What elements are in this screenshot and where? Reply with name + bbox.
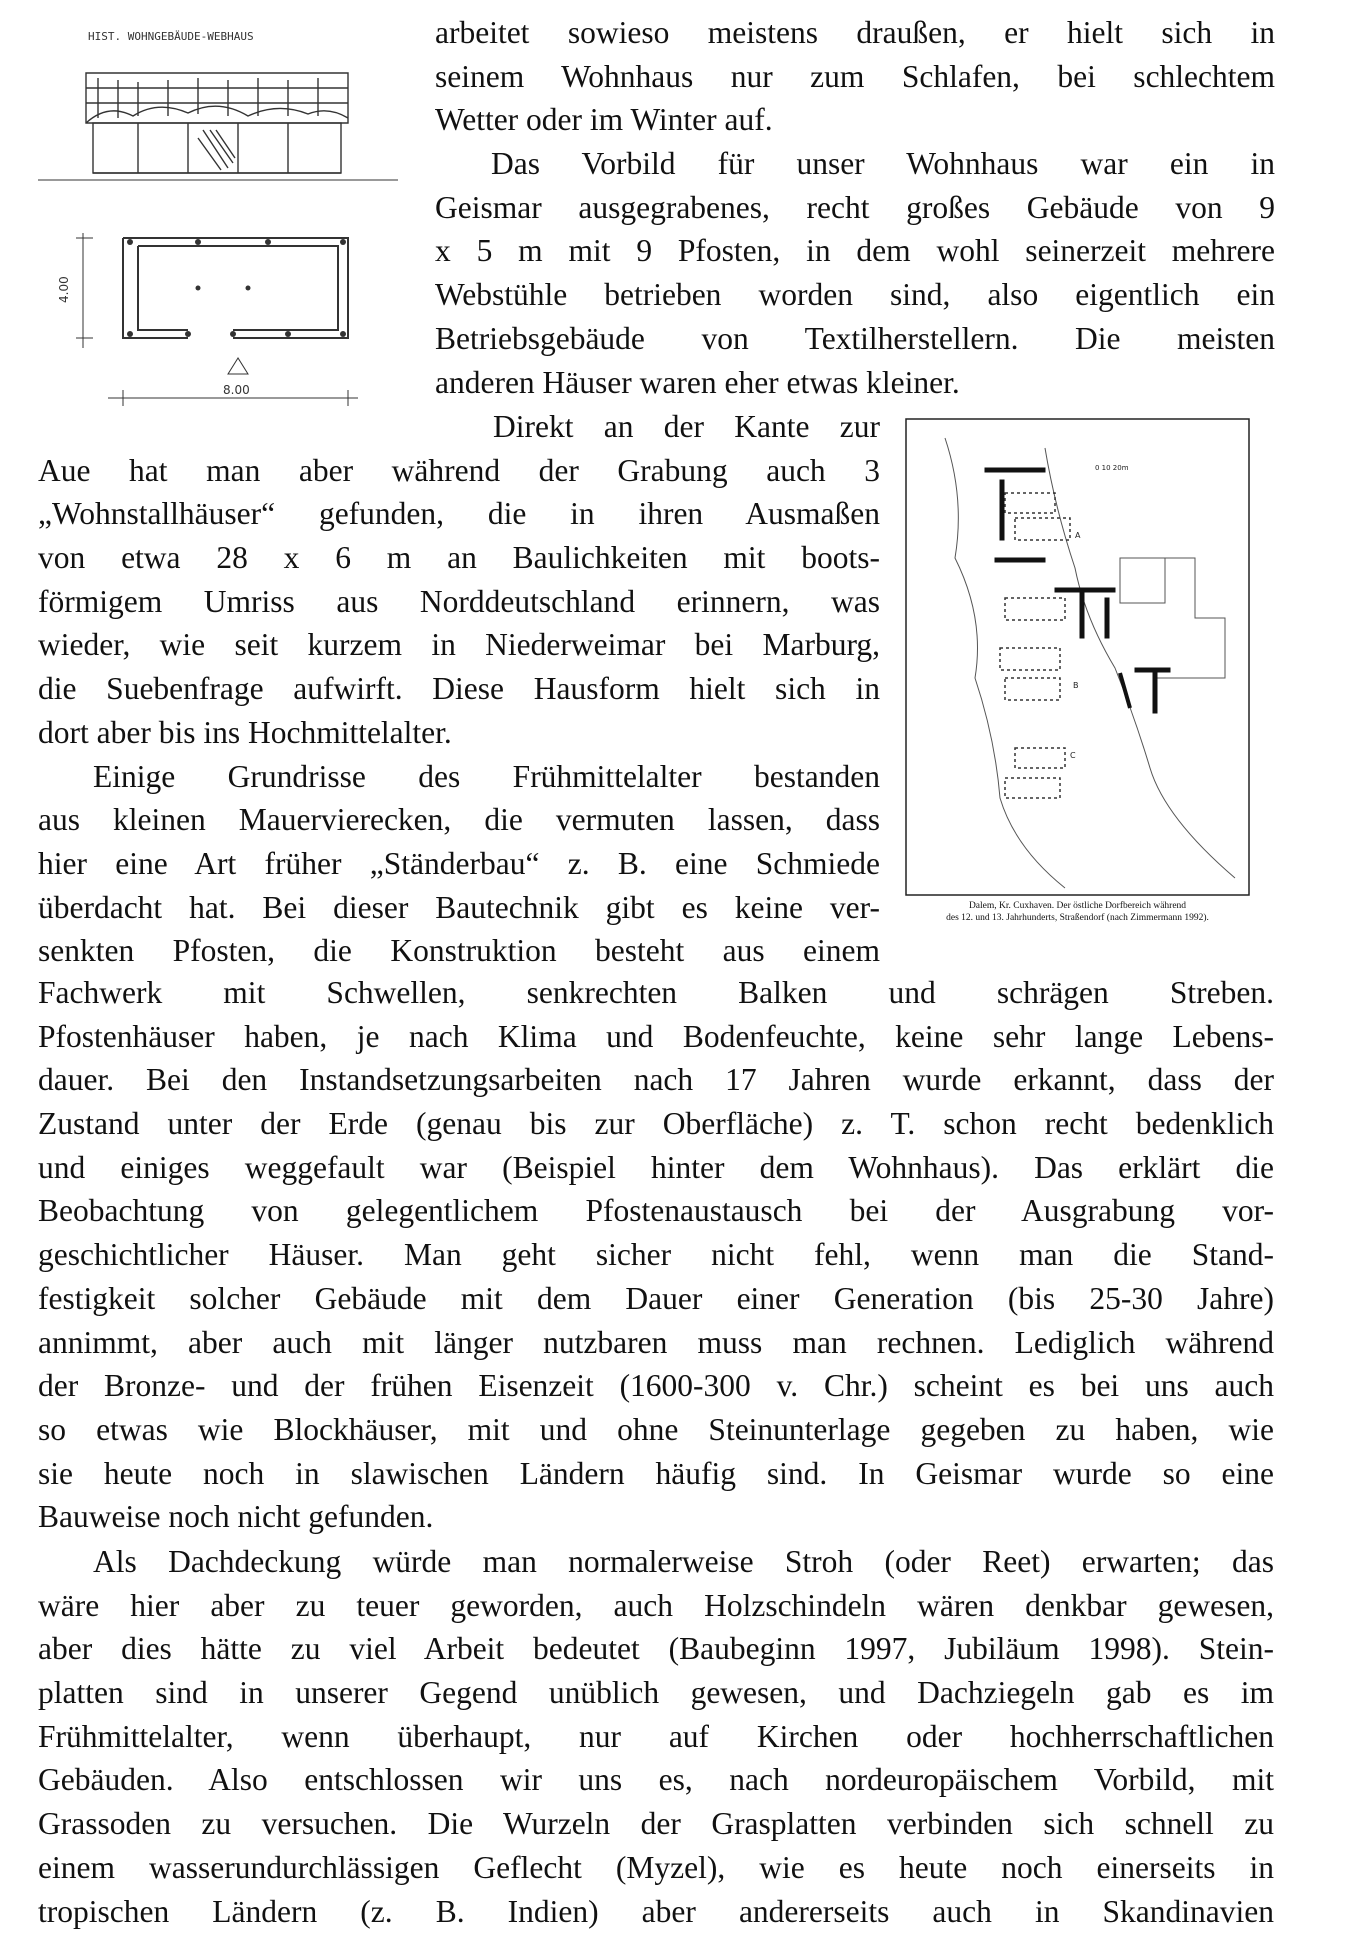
- map-scale: 0 10 20m: [1095, 464, 1129, 472]
- map-caption: [905, 900, 1250, 924]
- text-line: Als Dachdeckung würde man normalerweise Stroh (oder Reet) erwarten; das: [93, 1544, 1274, 1579]
- map-caption-line1: Dalem, Kr. Cuxhaven. Der östliche Dorfbereich während: [968, 901, 1187, 911]
- map-label-b: B: [1073, 681, 1079, 690]
- text-line: Beobachtung von gelegentlichem Pfostenaustausch bei der Ausgrabung vor-: [38, 1193, 1274, 1229]
- sketch-label: HIST. WOHNGEBÄUDE-WEBHAUS: [88, 30, 254, 43]
- text-line: von etwa 28 x 6 m an Baulichkeiten mit boots-: [38, 540, 880, 576]
- text-line: einem wasserundurchlässigen Geflecht (Myzel), wie es heute noch einerseits in: [38, 1849, 1274, 1885]
- text-line: dort aber bis ins Hochmittelalter.: [38, 714, 452, 750]
- text-line: die Suebenfrage aufwirft. Diese Hausform hielt sich in: [38, 671, 880, 707]
- text-line: Webstühle betrieben worden sind, also eigentlich ein: [435, 277, 1275, 313]
- text-line: tropischen Ländern (z. B. Indien) aber andererseits auch in Skandinavien: [38, 1893, 1274, 1929]
- text-line: Frühmittelalter, wenn überhaupt, nur auf Kirchen oder hochherrschaftlichen: [38, 1718, 1274, 1754]
- text-line: dauer. Bei den Instandsetzungsarbeiten nach 17 Jahren wurde erkannt, dass der: [38, 1062, 1274, 1098]
- text-line: Pfostenhäuser haben, je nach Klima und Bodenfeuchte, keine sehr lange Lebens-: [38, 1018, 1274, 1054]
- text-line: hier eine Art früher „Ständerbau“ z. B. eine Schmiede: [38, 845, 880, 881]
- map-label-c: C: [1070, 751, 1076, 760]
- text-line: Einige Grundrisse des Frühmittelalter bestanden: [93, 758, 880, 794]
- text-line: festigkeit solcher Gebäude mit dem Dauer einer Generation (bis 25-30 Jahre): [38, 1280, 1274, 1316]
- house-sketch-figure: [38, 18, 398, 413]
- text-line: geschichtlicher Häuser. Man geht sicher nicht fehl, wenn man die Stand-: [38, 1237, 1274, 1273]
- paragraph-block-d: [38, 1540, 1274, 1933]
- text-line: anderen Häuser waren eher etwas kleiner.: [435, 364, 960, 400]
- text-line: Betriebsgebäude von Textilherstellern. Die meisten: [435, 320, 1275, 356]
- text-line: so etwas wie Blockhäuser, mit und ohne Steinunterlage gegeben zu haben, wie: [38, 1411, 1274, 1447]
- text-line: Fachwerk mit Schwellen, senkrechten Balken und schrägen Streben.: [38, 975, 1274, 1010]
- map-caption-line2: des 12. und 13. Jahrhunderts, Straßendorf (nach Zimmermann 1992).: [946, 913, 1209, 923]
- text-line: wäre hier aber zu teuer geworden, auch Holzschindeln wären denkbar gewesen,: [38, 1587, 1274, 1623]
- text-line: arbeitet sowieso meistens draußen, er hielt sich in: [435, 15, 1275, 50]
- text-line: Direkt an der Kante zur: [493, 409, 880, 444]
- sketch-dim-height: 4.00: [57, 276, 71, 303]
- text-line: sie heute noch in slawischen Ländern häufig sind. In Geismar wurde so eine: [38, 1455, 1274, 1491]
- paragraph-block-b: [38, 405, 880, 973]
- text-line: Aue hat man aber während der Grabung auch 3: [38, 452, 880, 488]
- map-label-a: A: [1075, 531, 1081, 540]
- text-line: aber dies hätte zu viel Arbeit bedeutet (Baubeginn 1997, Jubiläum 1998). Stein-: [38, 1631, 1274, 1667]
- paragraph-block-c: [38, 971, 1274, 1539]
- text-line: seinem Wohnhaus nur zum Schlafen, bei schlechtem: [435, 58, 1275, 94]
- text-line: Gebäuden. Also entschlossen wir uns es, nach nordeuropäischem Vorbild, mit: [38, 1762, 1274, 1798]
- text-line: Bauweise noch nicht gefunden.: [38, 1499, 434, 1535]
- text-line: Geismar ausgegrabenes, recht großes Gebäude von 9: [435, 189, 1275, 225]
- text-line: senkten Pfosten, die Konstruktion besteht aus einem: [38, 933, 880, 969]
- text-line: Zustand unter der Erde (genau bis zur Oberfläche) z. T. schon recht bedenklich: [38, 1106, 1274, 1142]
- text-line: x 5 m mit 9 Pfosten, in dem wohl seinerzeit mehrere: [435, 233, 1275, 269]
- text-line: der Bronze- und der frühen Eisenzeit (1600-300 v. Chr.) scheint es bei uns auch: [38, 1368, 1274, 1404]
- text-line: Grassoden zu versuchen. Die Wurzeln der Grasplatten verbinden sich schnell zu: [38, 1806, 1274, 1842]
- sketch-dim-width: 8.00: [223, 383, 250, 397]
- text-line: überdacht hat. Bei dieser Bautechnik gibt es keine ver-: [38, 889, 880, 925]
- text-line: aus kleinen Mauervierecken, die vermuten lassen, dass: [38, 802, 880, 838]
- text-line: platten sind in unserer Gegend unüblich gewesen, und Dachziegeln gab es im: [38, 1675, 1274, 1711]
- text-line: förmigem Umriss aus Norddeutschland erinnern, was: [38, 583, 880, 619]
- text-line: und einiges weggefault war (Beispiel hinter dem Wohnhaus). Das erklärt die: [38, 1149, 1274, 1185]
- village-map-figure: [905, 418, 1250, 896]
- text-line: annimmt, aber auch mit länger nutzbaren muss man rechnen. Lediglich während: [38, 1324, 1274, 1360]
- text-line: Wetter oder im Winter auf.: [435, 102, 773, 138]
- text-line: „Wohnstallhäuser“ gefunden, die in ihren Ausmaßen: [38, 496, 880, 532]
- paragraph-block-a: [435, 11, 1275, 404]
- text-line: Das Vorbild für unser Wohnhaus war ein in: [491, 146, 1275, 182]
- text-line: wieder, wie seit kurzem in Niederweimar bei Marburg,: [38, 627, 880, 663]
